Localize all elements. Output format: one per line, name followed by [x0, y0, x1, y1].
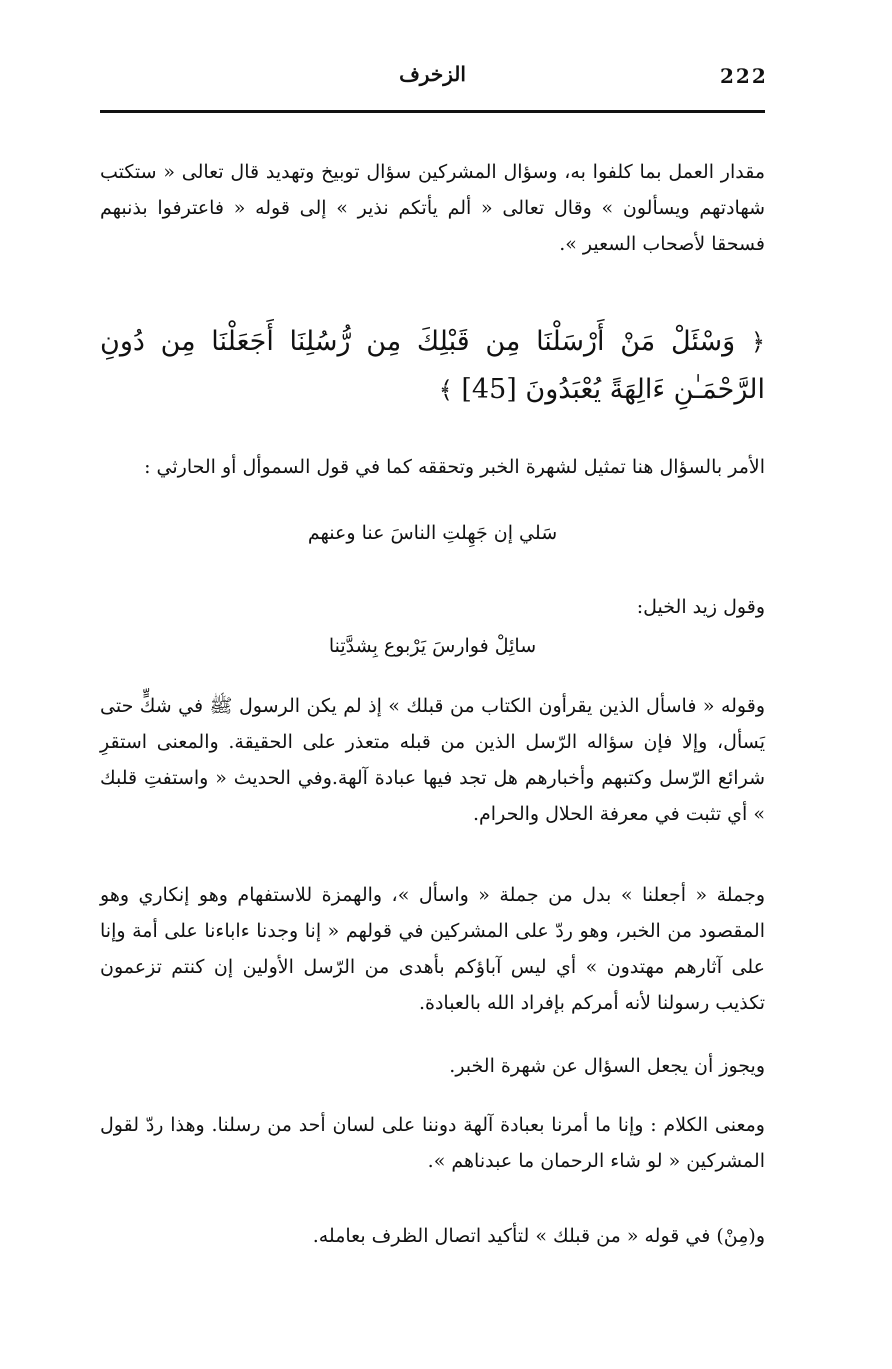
quran-verse — [100, 318, 765, 414]
verse-open-bracket: ﴿ — [750, 328, 765, 356]
page-number: 222 — [720, 64, 768, 88]
paragraph-7: ومعنى الكلام : وإنا ما أمرنا بعبادة آلهة دوننا على لسان أحد من رسلنا. وهذا ردّ لقول المشركين « لو شاء الرحمان ما عبدناهم ». — [100, 1114, 765, 1172]
poem-line-1: سَلي إن جَهِلتِ الناسَ عنا وعنهم — [307, 522, 558, 544]
page-header — [100, 62, 768, 102]
paragraph-6: ويجوز أن يجعل السؤال عن شهرة الخبر. — [449, 1055, 765, 1077]
paragraph-5: وجملة « أجعلنا » بدل من جملة « واسأل »، والهمزة للاستفهام وهو إنكاري وهو المقصود من الخبر، وهو ردّ على المشركين في قولهم « إنا وجدنا ءاباءنا على أمة وإنا على آثارهم مهتدون » أي ليس آباؤكم بأهدى من الرّسل الأولين إن كنتم تزعمون تكذيب رسولنا لأنه أمركم بإفراد الله بالعبادة. — [100, 884, 765, 1014]
running-title: الزخرف — [399, 62, 466, 86]
paragraph-8: و(مِنْ) في قوله « من قبلك » لتأكيد اتصال الظرف بعامله. — [312, 1225, 765, 1247]
verse-close-bracket: ﴾ — [438, 376, 453, 404]
paragraph-1: مقدار العمل بما كلفوا به، وسؤال المشركين سؤال توبيخ وتهديد قال تعالى « ستكتب شهادتهم ويسألون » وقال تعالى « ألم يأتكم نذير » إلى قوله « فاعترفوا بذنبهم فسحقا لأصحاب السعير ». — [100, 161, 765, 255]
poem-line-2: سائِلْ فوارسَ يَرْبوع بِشدَّتِنا — [328, 635, 537, 657]
paragraph-4: وقوله « فاسأل الذين يقرأون الكتاب من قبلك » إذ لم يكن الرسول ﷺ في شكٍّ حتى يَسأل، وإلا فإن سؤاله الرّسل الذين من قبله متعذر على الحقيقة. والمعنى استقرِ شرائع الرّسل وكتبهم وأخبارهم هل تجد فيها عبادة آلهة.وفي الحديث « واستفتِ قلبك » أي تثبت في معرفة الحلال والحرام. — [100, 695, 765, 825]
paragraph-3: وقول زيد الخيل: — [636, 596, 765, 618]
verse-text: وَسْئَلْ مَنْ أَرْسَلْنَا مِن قَبْلِكَ مِن رُّسُلِنَا أَجَعَلْنَا مِن دُونِ الرَّحْمَـٰنِ ءَالِهَةً يُعْبَدُونَ [45] — [100, 326, 765, 405]
header-rule — [100, 110, 765, 113]
paragraph-2: الأمر بالسؤال هنا تمثيل لشهرة الخبر وتحققه كما في قول السموأل أو الحارثي : — [144, 456, 765, 478]
